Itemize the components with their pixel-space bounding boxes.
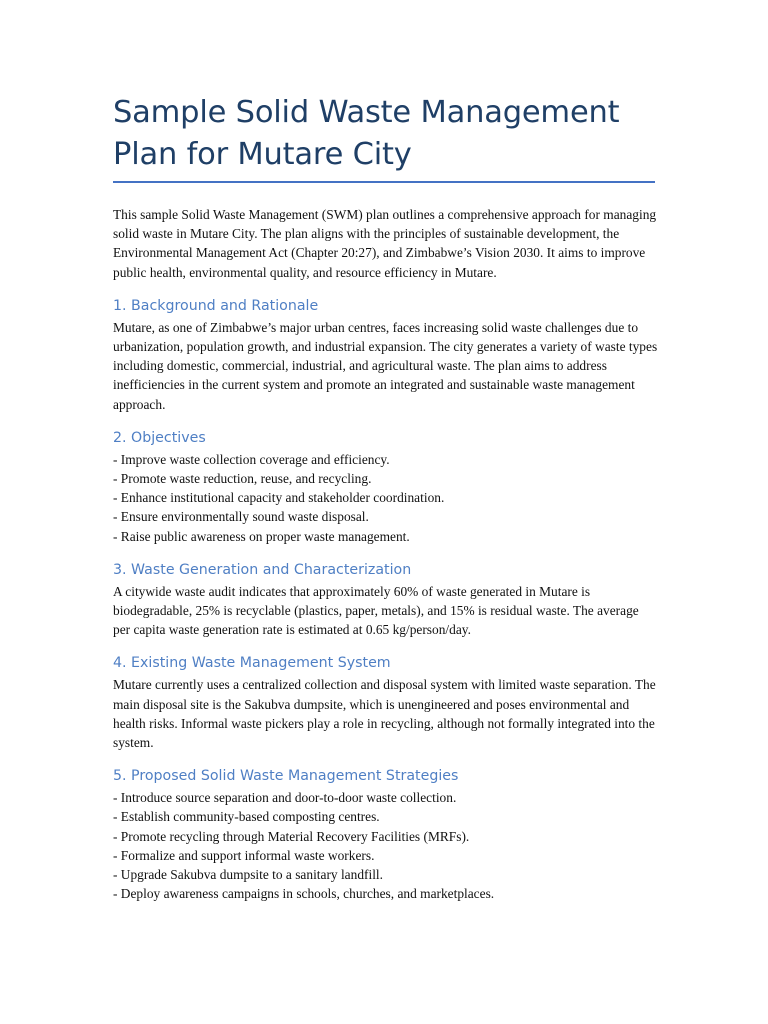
document-title: Sample Solid Waste Management Plan for Mutare City [113,95,620,172]
section-body: Mutare, as one of Zimbabwe’s major urban centres, faces increasing solid waste challenges due to urbanization, population growth, and industrial expansion. The city generates a variety of waste types including domestic, commercial, industrial, and agricultural waste. The plan aims to address inefficiencies in the current system and promote an integrated and sustainable waste management approach. [113,319,658,412]
intro-paragraph: This sample Solid Waste Management (SWM) plan outlines a comprehensive approach for managing solid waste in Mutare City. The plan aligns with the principles of sustainable development, the Environmental Management Act (Chapter 20:27), and Zimbabwe’s Vision 2030. It aims to improve public health, environmental quality, and resource efficiency in Mutare. [113,207,657,280]
section-existing-system [113,653,658,752]
list-item: - Deploy awareness campaigns in schools, churches, and marketplaces. [113,886,495,902]
section-objectives [113,428,658,546]
section-heading: 2. Objectives [113,429,206,446]
list-item: - Formalize and support informal waste workers. [113,847,375,863]
list-item: - Establish community-based composting centres. [113,809,380,825]
list-item: - Upgrade Sakubva dumpsite to a sanitary landfill. [113,867,383,883]
section-strategies [113,766,658,903]
list-item: - Ensure environmentally sound waste disposal. [113,509,369,525]
objectives-list [113,450,658,546]
section-heading: 5. Proposed Solid Waste Management Strategies [113,768,459,785]
section-heading: 1. Background and Rationale [113,297,319,314]
list-item: - Enhance institutional capacity and stakeholder coordination. [113,490,445,506]
strategies-list [113,788,658,903]
list-item: - Promote recycling through Material Recovery Facilities (MRFs). [113,828,470,844]
list-item: - Improve waste collection coverage and efficiency. [113,451,390,467]
list-item: - Raise public awareness on proper waste management. [113,528,410,544]
list-item: - Introduce source separation and door-to-door waste collection. [113,790,457,806]
document-page [113,92,658,903]
section-background [113,296,658,414]
list-item: - Promote waste reduction, reuse, and recycling. [113,471,372,487]
section-heading: 4. Existing Waste Management System [113,655,391,672]
section-heading: 3. Waste Generation and Characterization [113,561,412,578]
title-underline [113,181,655,183]
section-waste-generation [113,560,658,640]
section-body: Mutare currently uses a centralized collection and disposal system with limited waste separation. The main disposal site is the Sakubva dumpsite, which is unengineered and poses environmental and health risks. Informal waste pickers play a role in recycling, although not formally integrated into the system. [113,677,656,751]
section-body: A citywide waste audit indicates that approximately 60% of waste generated in Mutare is biodegradable, 25% is recyclable (plastics, paper, metals), and 15% is residual waste. The average per capita waste generation rate is estimated at 0.65 kg/person/day. [113,583,639,638]
